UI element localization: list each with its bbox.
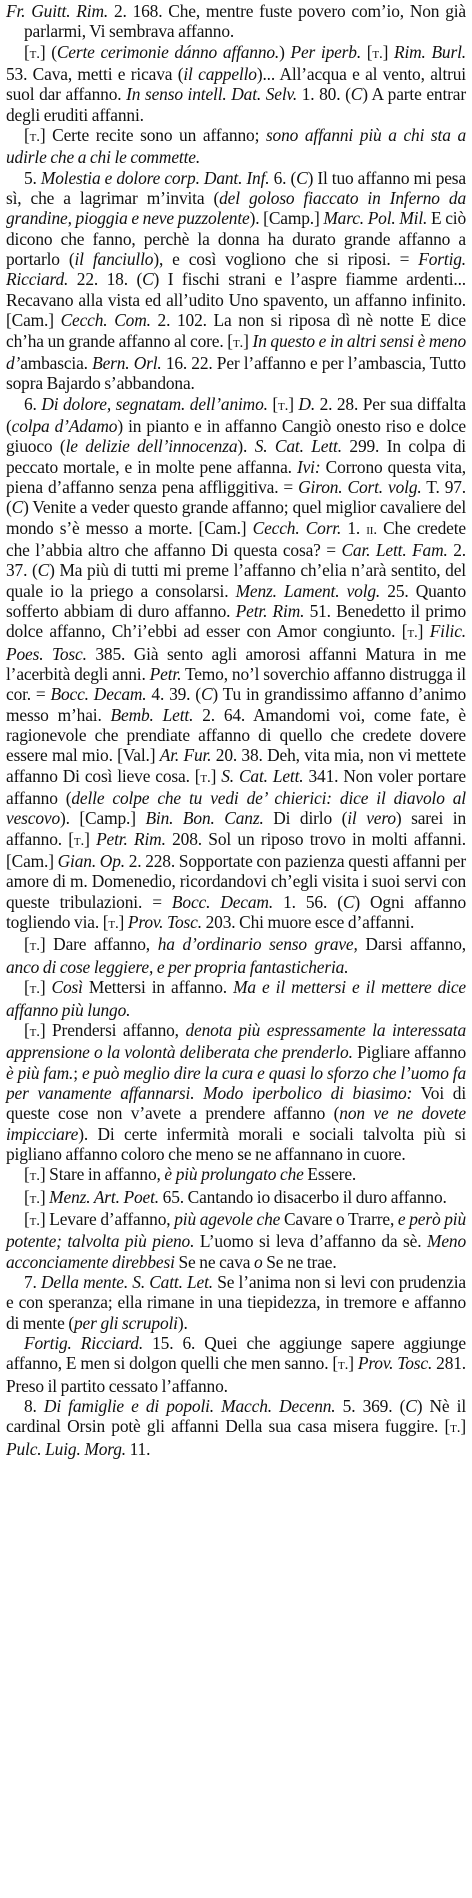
entry-paragraph: 8. Di famiglie e di popoli. Macch. Decenn. 5. 369. (C) Nè il cardinal Orsin potè gli affanni Della sua casa misera fuggire. [t.] Pulc. Luig. Morg. 11. [6,1396,467,1459]
entry-paragraph: [t.] Prendersi affanno, denota più espressamente la interessata apprensione o la volontà deliberata che prenderlo. Pigliare affanno è più fam.; e può meglio dire la cura e quasi lo sforzo che l’uomo fa per vanamente affannarsi. Modo iperbolico di biasimo: Voi di queste cose non v’avete a prendere affanno (non ve ne dovete impicciare). Di certe infermità morali e sociali talvolta più si pigliano affanno coloro che meno se ne affannano in cuore. [6,1019,467,1164]
entry-paragraph: [t.] Stare in affanno, è più prolungato che Essere. [24,1164,357,1185]
entry-paragraph: [t.] (Certe cerimonie dánno affanno.) Per iperb. [t.] Rim. Burl. 53. Cava, metti e ricava (il cappello)... All’acqua e al vento, altrui suol dar affanno. In senso intell. Dat. Selv. 1. 80. (C) A parte entrar degli eruditi affanni. [6,41,466,125]
entry-paragraph: [t.] Certe recite sono un affanno; sono affanni più a chi sta a udirle che a chi le commette. [6,125,466,168]
entry-paragraph: 6. Di dolore, segnatam. dell’animo. [t.] D. 2. 28. Per sua diffalta (colpa d’Adamo) in pianto e in affanno Cangiò onesto riso e dolce giuoco (le delizie dell’innocenza). S. Cat. Lett. 299. In colpa di peccato mortale, e in molte pene affanna. Ivi: Corrono questa vita, piena d’affanno senza pena affliggitiva. = Giron. Cort. volg. T. 97. (C) Venite a veder questo grande affanno; quel miglior cavaliere del mondo s’è messo a morte. [Cam.] Cecch. Corr. 1. ii. Che credete che l’abbia altro che affanno Di questa cosa? = Car. Lett. Fam. 2. 37. (C) Ma più di tutti mi preme l’affanno ch’elia n’arà sentito, del quale io la priego a consolarsi. Menz. Lament. volg. 25. Quanto sofferto abbiam di duro affanno. Petr. Rim. 51. Benedetto il primo dolce affanno, Ch’i’ebbi ad esser con Amor congiunto. [t.] Filic. Poes. Tosc. 385. Già sento agli amorosi affanni Matura in me l’acerbità degli anni. Petr. Temo, no’l soverchio affanno distrugga il cor. = Bocc. Decam. 4. 39. (C) Tu in grandissimo affanno d’animo messo m’hai. Bemb. Lett. 2. 64. Amandomi voi, come fate, è ragionevole che prendiate affanno di quello che credete dovere essere mal mio. [Val.] Ar. Fur. 20. 38. Deh, vita mia, non vi mettete affanno Di così lieve cosa. [t.] S. Cat. Lett. 341. Non voler portare affanno (delle colpe che tu vedi de’ chierici: dice il diavolo al vescovo). [Camp.] Bin. Bon. Canz. Di dirlo (il vero) sarei in affanno. [t.] Petr. Rim. 208. Sol un riposo trovo in molti affanni. [Cam.] Gian. Op. 2. 228. Sopportate con pazienza questi affanni per amore di m. Domenedio, ricordandovi ch’egli visita i suoi servi con queste tribulazioni. = Bocc. Decam. 1. 56. (C) Ogni affanno togliendo via. [t.] Prov. Tosc. 203. Chi muore esce d’affanni. [6,393,467,933]
entry-paragraph: [t.] Così Mettersi in affanno. Ma e il mettersi e il mettere dice affanno più lungo. [6,977,466,1020]
dictionary-entry-body [6,1,466,1459]
entry-paragraph: [t.] Levare d’affanno, più agevole che Cavare o Trarre, e però più potente; talvolta più pieno. L’uomo si leva d’affanno da sè. Meno acconciamente direbbesi Se ne cava o Se ne trae. [6,1208,467,1272]
entry-paragraph: Fr. Guitt. Rim. 2. 168. Che, mentre fuste povero com’io, Non già parlarmi, Vi sembrava affanno. [6,1,466,42]
entry-paragraph: [t.] Dare affanno, ha d’ordinario senso grave, Darsi affanno, anco di cose leggiere, e per propria fantasticheria. [6,934,466,977]
entry-paragraph: [t.] Menz. Art. Poet. 65. Cantando io disacerbo il duro affanno. [24,1186,447,1207]
entry-paragraph: 7. Della mente. S. Catt. Let. Se l’anima non si levi con prudenzia e con speranza; ella rimane in una tiepidezza, in tremore e affanno di mente (per gli scrupoli). [6,1271,466,1333]
entry-paragraph: Fortig. Ricciard. 15. 6. Quei che aggiunge sapere aggiunge affanno, E men si dolgon quelli che men sanno. [t.] Prov. Tosc. 281. Preso il partito cessato l’affanno. [6,1333,466,1396]
entry-paragraph: 5. Molestia e dolore corp. Dant. Inf. 6. (C) Il tuo affanno mi pesa sì, che a lagrimar m’invita (del goloso fiaccato in Inferno da grandine, pioggia e neve puzzolente). [Camp.] Marc. Pol. Mil. E ciò dicono che fanno, perchè la donna ha durato grande affanno a portarlo (il fanciullo), e così vogliono che si riposi. = Fortig. Ricciard. 22. 18. (C) I fischi strani e l’aspre fiamme ardenti... Recavano alla vista ed all’udito Uno spavento, un affanno infinito. [Cam.] Cecch. Com. 2. 102. La non si riposa dì nè notte E dice ch’ha un grande affanno al core. [t.] In questo e in altri sensi è meno d’ambascia. Bern. Orl. 16. 22. Per l’affanno e per l’ambascia, Tutto sopra Bajardo s’abbandona. [6,167,467,394]
